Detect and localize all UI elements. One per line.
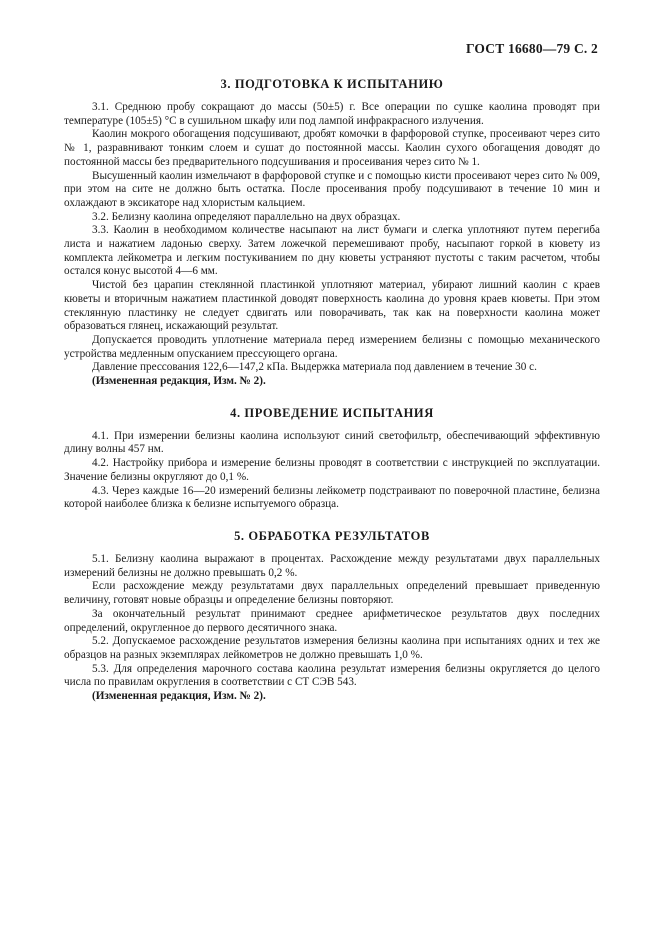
paragraph: Давление прессования 122,6—147,2 кПа. Выдержка материала под давлением в течение 30 с. [92,361,537,374]
paragraph: Допускается проводить уплотнение материала перед измерением белизны с помощью механического устройства медленным опусканием прессующего органа. [64,333,600,360]
paragraph: Если расхождение между результатами двух параллельных определений превышает приведенную величину, готовят новые образцы и определение белизны повторяют. [64,580,600,607]
paragraph: 5.3. Для определения марочного состава каолина результат измерения белизны округляется до целого числа по правилам округления в соответствии с СТ СЭВ 543. [64,662,600,689]
section-title: 3. ПОДГОТОВКА К ИСПЫТАНИЮ [220,77,444,91]
section-preparation [64,76,600,389]
paragraph: 4.1. При измерении белизны каолина используют синий светофильтр, обеспечивающий эффективную длину волны 457 нм. [64,429,600,456]
paragraph: Каолин мокрого обогащения подсушивают, дробят комочки в фарфоровой ступке, просеивают через сито № 1, разравнивают тонким слоем и сушат до постоянной массы. Каолин сухого обогащения доводят до постоянной массы без предварительного подсушивания и просеивания через сито № 1. [64,128,600,168]
paragraph: 3.1. Среднюю пробу сокращают до массы (50±5) г. Все операции по сушке каолина проводят при температуре (105±5) °С в сушильном шкафу или под лампой инфракрасного излучения. [64,101,600,127]
section-title: 5. ОБРАБОТКА РЕЗУЛЬТАТОВ [234,528,430,543]
paragraph: 3.2. Белизну каолина определяют параллельно на двух образцах. [92,210,401,223]
paragraph: Высушенный каолин измельчают в фарфоровой ступке и с помощью кисти просеивают через сито № 009, при этом на сите не должно быть остатка. После просеивания пробу подсушивают в течение 10 мин и охлаждают в эксикаторе над хлористым кальцием. [64,169,600,209]
section-testing [64,405,600,512]
revision-note: (Измененная редакция, Изм. № 2). [92,690,266,703]
section-results [64,528,600,704]
document-body [64,76,600,704]
paragraph: 4.3. Через каждые 16—20 измерений белизны лейкометр подстраивают по поверочной пластине, белизна которой наиболее близка к белизне испытуемого образца. [64,484,600,511]
page-header: ГОСТ 16680—79 С. 2 [465,41,598,56]
paragraph: 4.2. Настройку прибора и измерение белизны проводят в соответствии с инструкцией по эксплуатации. Значение белизны округляют до 0,1 %. [64,457,600,483]
paragraph: За окончательный результат принимают среднее арифметическое результатов двух последних определений, округленное до первого десятичного знака. [64,607,600,634]
revision-note: (Измененная редакция, Изм. № 2). [92,375,266,388]
paragraph: Чистой без царапин стеклянной пластинкой уплотняют материал, убирают лишний каолин с краев кюветы и вторичным нажатием пластинкой доводят поверхность каолина до уровня краев кюветы. При этом стеклянную пластинку не следует сдвигать или поворачивать, так как на поверхности каолина может образоваться глянец, искажающий результат. [64,279,600,333]
paragraph: 3.3. Каолин в необходимом количестве насыпают на лист бумаги и слегка уплотняют путем перегиба листа и нажатием ладонью сверху. Затем ложечкой перемешивают пробу, насыпают горкой в кювету из комплекта лейкометра и легким постукиванием по дну кюветы устраняют пустоты с таким расчетом, чтобы остался конус высотой 4—6 мм. [64,224,600,278]
paragraph: 5.2. Допускаемое расхождение результатов измерения белизны каолина при испытаниях одних и тех же образцов на разных экземплярах лейкометров не должно превышать 1,0 %. [64,635,600,661]
paragraph: 5.1. Белизну каолина выражают в процентах. Расхождение между результатами двух параллельных измерений белизны не должно превышать 0,2 %. [64,552,600,579]
section-title: 4. ПРОВЕДЕНИЕ ИСПЫТАНИЯ [230,405,434,420]
